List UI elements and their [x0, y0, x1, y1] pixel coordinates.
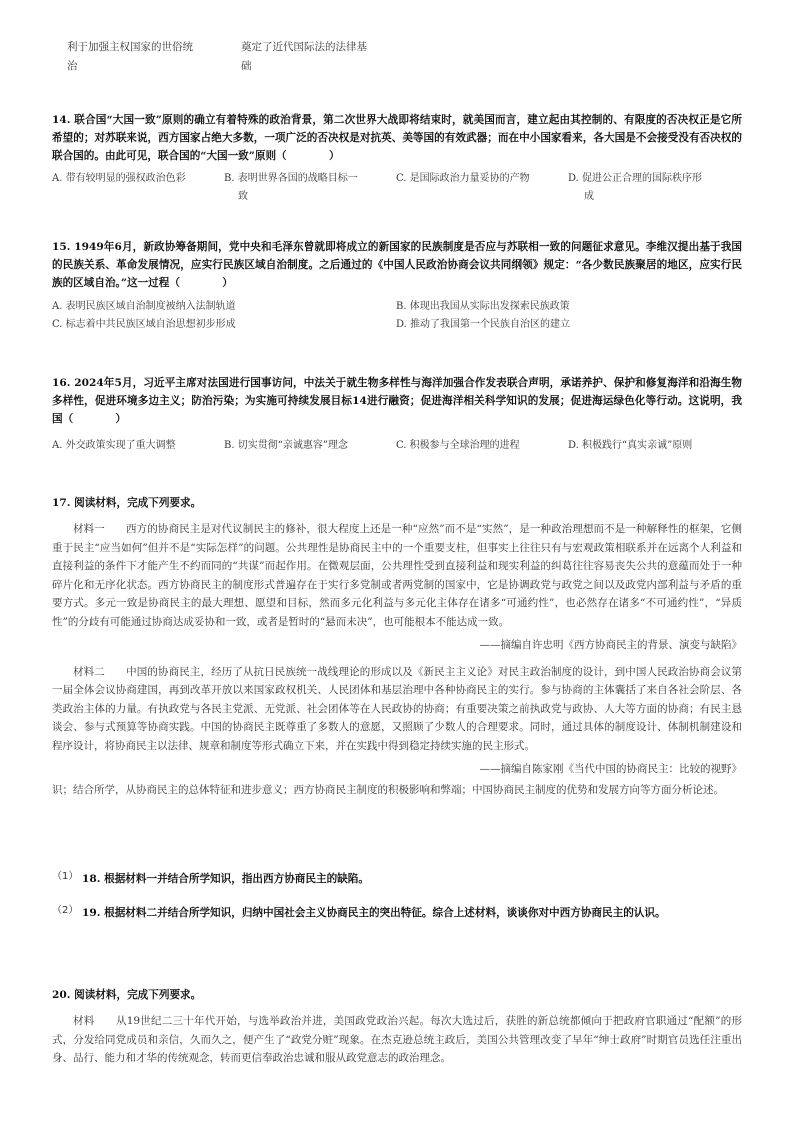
question-14-option-b-line2: 致	[238, 191, 248, 202]
subquestion-2	[52, 904, 742, 944]
question-14-option-d-line1: D. 促进公正合理的国际秩序形	[568, 173, 703, 184]
subquestion-2-text: 19. 根据材料二并结合所学知识，归纳中国社会主义协商民主的突出特征。综合上述材料，谈谈你对中西方协商民主的认识。	[82, 907, 666, 919]
question-16-stem: 16. 2024年5月，习近平主席对法国进行国事访问，中法关于就生物多样性与海洋加强合作发表联合声明，承诺养护、保护和修复海洋和沿海生物多样性，促进环境多边主义；防治污染；为实施可持续发展目标14进行融资；促进海洋相关科学知识的发展；促进海运绿色化等行动。这说明，我国（ ）	[52, 377, 742, 425]
question-17-source-2: ——摘编自陈家刚《当代中国的协商民主：比较的视野》	[479, 762, 742, 775]
prev-option-fragment-1-line1: 利于加强主权国家的世俗统	[67, 41, 193, 53]
subquestion-1	[52, 870, 742, 890]
prev-option-fragment-1-line2: 治	[67, 60, 78, 72]
question-15	[52, 238, 742, 336]
prev-option-fragment-2-line1: 奠定了近代国际法的法律基	[241, 41, 367, 53]
question-17	[52, 494, 742, 799]
question-14-option-c: C. 是国际政治力量妥协的产物	[396, 173, 530, 184]
question-17-heading: 17. 阅读材料，完成下列要求。	[52, 497, 202, 509]
subquestion-2-number: （2）	[52, 905, 79, 916]
question-16-options	[52, 437, 742, 457]
question-14-options	[52, 170, 742, 208]
question-17-instructions-tail: 识；结合所学，从协商民主的总体特征和进步意义；西方协商民主制度的积极影响和弊端；中国协商民主制度的优势和发展方向等方面分析论述。	[52, 783, 724, 796]
question-15-options	[52, 298, 742, 336]
question-14-stem: 14. 联合国“大国一致”原则的确立有着特殊的政治背景，第二次世界大战即将结束时，就美国而言，建立起由其控制的、有限度的否决权正是它所希望的；对苏联来说，西方国家占绝大多数，一项广泛的否决权是对抗英、美等国的有效武器；而在中小国家看来，各大国是不会接受没有否决权的联合国的。由此可见，联合国的“大国一致”原则（ ）	[52, 114, 742, 162]
question-20-material: 材料 从19世纪二三十年代开始，与选举政治并进，美国政党政治兴起。每次大选过后，获胜的新总统都倾向于把政府官职通过“配额”的形式，分发给同党成员和亲信，久而久之，便产生了“政党分赃”现象。在杰克逊总统主政后，美国公共管理改变了早年“绅士政府”时期官员选任注重出身、品行、能力和才华的传统观念，转而更信奉政治忠诚和服从政党意志的政治理念。	[52, 1015, 742, 1065]
prev-option-fragment-2-line2: 础	[241, 60, 252, 72]
question-16-option-a: A. 外交政策实现了重大调整	[52, 440, 176, 451]
question-17-material-2: 材料二 中国的协商民主，经历了从抗日民族统一战线理论的形成以及《新民主主义论》对民主政治制度的设计，到中国人民政治协商会议第一届全体会议协商建国，再到改革开放以来国家政权机关、人民团体和基层治理中各种协商民主的实行。参与协商的主体囊括了来自各社会阶层、各类政治主体的力量。有执政党与各民主党派、无党派、社会团体等在人民政协的协商；有重要决策之前执政党与政协、人大等方面的协商；有民主恳谈会、参与式预算等协商实践。中国的协商民主既尊重了多数人的意愿，又照顾了少数人的合理要求。同时，通过具体的制度设计、体制机制建设和程序设计，将协商民主以法律、规章和制度等形式确立下来，并在实践中得到稳定持续实施的民主形式。	[52, 665, 742, 752]
question-14-option-b	[224, 170, 394, 206]
question-14-option-b-line1: B. 表明世界各国的战略目标一	[224, 173, 358, 184]
question-14-option-d	[568, 170, 738, 206]
question-16-option-d: D. 积极践行“真实亲诚”原则	[568, 440, 693, 451]
question-15-stem: 15. 1949年6月，新政协筹备期间，党中央和毛泽东曾就即将成立的新国家的民族制度是否应与苏联相一致的问题征求意见。李维汉提出基于我国的民族关系、革命发展情况，应实行民族区域自治制度。之后通过的《中国人民政治协商会议共同纲领》规定：“各少数民族聚居的地区，应实行民族的区域自治。”这一过程（ ）	[52, 241, 742, 289]
prev-option-fragment-2	[241, 38, 401, 76]
question-15-option-c: C. 标志着中共民族区域自治思想初步形成	[52, 319, 236, 330]
question-17-source-1: ——摘编自许忠明《西方协商民主的背景、演变与缺陷》	[479, 638, 742, 651]
prev-option-fragment-1	[67, 38, 227, 76]
question-20-heading: 20. 阅读材料，完成下列要求。	[52, 989, 202, 1001]
question-16	[52, 374, 742, 457]
subquestion-1-number: （1）	[52, 871, 79, 882]
question-14	[52, 111, 742, 208]
question-15-option-b: B. 体现出我国从实际出发探索民族政策	[396, 301, 570, 312]
question-14-option-d-line2: 成	[584, 191, 594, 202]
question-16-option-b: B. 切实贯彻“亲诚惠容”理念	[224, 440, 348, 451]
question-17-material-1: 材料一 西方的协商民主是对代议制民主的修补，很大程度上还是一种“应然”而不是“实然”，是一种政治理想而不是一种解释性的框架，它侧重于民主“应当如何”但并不是“实际怎样”的问题。公共理性是协商民主中的一个重要支柱，但事实上往往只有与宏观政策相联系并在远离个人利益和直接利益的条件下才能产生不约而同的“共谋”而起作用。在微观层面，公共理性受到直接利益和现实利益的纠葛往往容易丧失公共的意蕴而处于一种碎片化和无序化状态。西方协商民主的制度形式普遍存在于实行多党制或者两党制的国家中，它是协调政党与政党之间以及政党内部利益与矛盾的重要方式。多元一致是协商民主的最大理想、愿望和目标，然而多元化利益与多元化主体存在诸多“可通约性”，也必然存在诸多“不可通约性”，“异质性”的分歧有可能通过协商达成妥协和一致，或者是暂时的“悬而未决”，也可能根本不能达成一致。	[52, 523, 742, 628]
question-14-option-a: A. 带有较明显的强权政治色彩	[52, 173, 186, 184]
question-15-option-d: D. 推动了我国第一个民族自治区的建立	[396, 319, 571, 330]
question-15-option-a: A. 表明民族区域自治制度被纳入法制轨道	[52, 301, 236, 312]
subquestion-1-text: 18. 根据材料一并结合所学知识，指出西方协商民主的缺陷。	[82, 873, 369, 885]
question-16-option-c: C. 积极参与全球治理的进程	[396, 440, 520, 451]
question-20	[52, 986, 742, 1068]
